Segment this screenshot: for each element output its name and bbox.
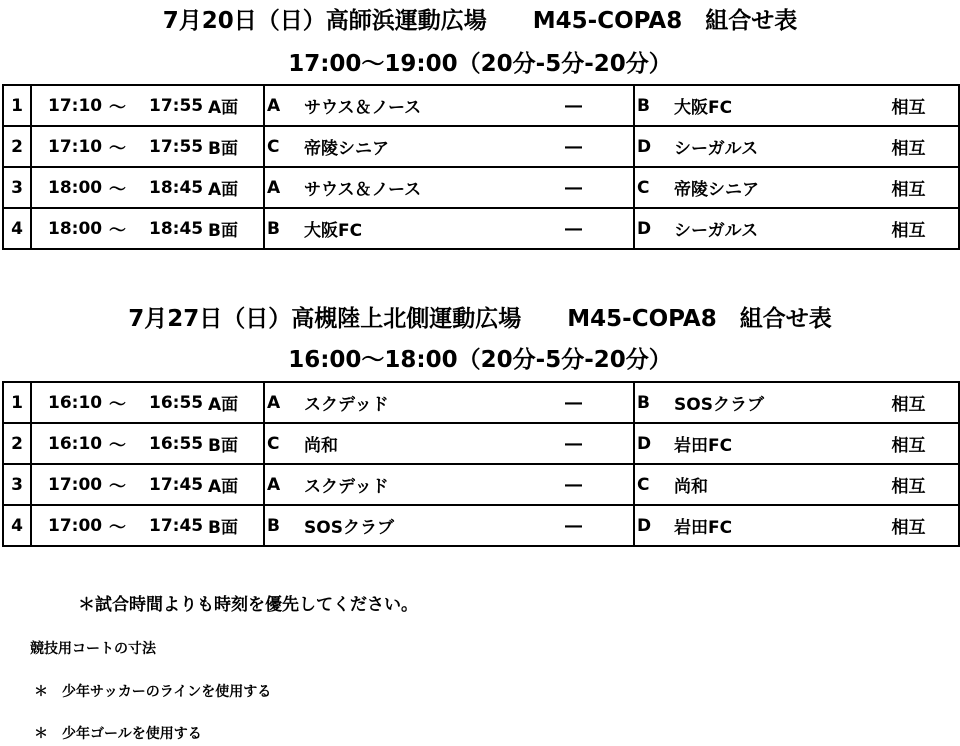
team-b-code: D: [634, 423, 674, 464]
team-a-name: SOSクラブ: [304, 505, 514, 546]
table-row: [3, 423, 959, 464]
time-separator: 〜: [109, 464, 149, 505]
start-time: 17:00: [31, 464, 109, 505]
table-row: [3, 208, 959, 249]
team-a-code: A: [264, 167, 304, 208]
team-a-code: C: [264, 126, 304, 167]
team-a-code: B: [264, 505, 304, 546]
versus-dash: ―: [514, 126, 634, 167]
team-b-code: D: [634, 208, 674, 249]
referee-mode: 相互: [859, 167, 959, 208]
start-time: 17:00: [31, 505, 109, 546]
match-number: 2: [3, 126, 31, 167]
schedule-table-2: [2, 381, 960, 547]
table-row: [3, 85, 959, 126]
section-1-title: 7月20日（日）高師浜運動広場 M45-COPA8 組合せ表: [162, 8, 798, 34]
field-name: A面: [204, 464, 264, 505]
team-a-code: C: [264, 423, 304, 464]
table-row: [3, 167, 959, 208]
referee-mode: 相互: [859, 126, 959, 167]
goal-rule-note: ＊ 少年ゴールを使用する: [34, 726, 202, 742]
time-separator: 〜: [109, 85, 149, 126]
end-time: 17:55: [149, 85, 204, 126]
start-time: 16:10: [31, 423, 109, 464]
referee-mode: 相互: [859, 382, 959, 423]
start-time: 18:00: [31, 167, 109, 208]
end-time: 17:55: [149, 126, 204, 167]
team-b-name: シーガルス: [674, 208, 859, 249]
team-b-code: C: [634, 167, 674, 208]
versus-dash: ―: [514, 167, 634, 208]
team-a-name: スクデッド: [304, 382, 514, 423]
time-separator: 〜: [109, 126, 149, 167]
versus-dash: ―: [514, 505, 634, 546]
team-b-name: 大阪FC: [674, 85, 859, 126]
field-name: B面: [204, 208, 264, 249]
team-a-code: B: [264, 208, 304, 249]
match-number: 2: [3, 423, 31, 464]
field-name: B面: [204, 505, 264, 546]
table-row: [3, 126, 959, 167]
team-a-code: A: [264, 464, 304, 505]
start-time: 16:10: [31, 382, 109, 423]
section-1-time-range: 17:00〜19:00（20分-5分-20分）: [288, 51, 672, 77]
priority-note: ＊試合時間よりも時刻を優先してください。: [78, 595, 418, 615]
team-b-name: 尚和: [674, 464, 859, 505]
time-separator: 〜: [109, 167, 149, 208]
team-a-code: A: [264, 382, 304, 423]
start-time: 17:10: [31, 126, 109, 167]
versus-dash: ―: [514, 208, 634, 249]
referee-mode: 相互: [859, 505, 959, 546]
match-number: 1: [3, 85, 31, 126]
court-heading: 競技用コートの寸法: [30, 641, 156, 657]
match-number: 4: [3, 505, 31, 546]
field-name: B面: [204, 126, 264, 167]
team-b-name: 岩田FC: [674, 423, 859, 464]
versus-dash: ―: [514, 464, 634, 505]
end-time: 16:55: [149, 382, 204, 423]
team-b-code: C: [634, 464, 674, 505]
referee-mode: 相互: [859, 464, 959, 505]
team-a-name: サウス＆ノース: [304, 167, 514, 208]
team-a-name: サウス＆ノース: [304, 85, 514, 126]
start-time: 17:10: [31, 85, 109, 126]
schedule-table-1: [2, 84, 960, 250]
end-time: 18:45: [149, 208, 204, 249]
match-number: 4: [3, 208, 31, 249]
team-b-code: D: [634, 505, 674, 546]
team-b-name: 帝陵シニア: [674, 167, 859, 208]
time-separator: 〜: [109, 382, 149, 423]
end-time: 16:55: [149, 423, 204, 464]
versus-dash: ―: [514, 85, 634, 126]
end-time: 17:45: [149, 464, 204, 505]
team-b-name: SOSクラブ: [674, 382, 859, 423]
versus-dash: ―: [514, 423, 634, 464]
referee-mode: 相互: [859, 85, 959, 126]
team-b-code: B: [634, 85, 674, 126]
referee-mode: 相互: [859, 423, 959, 464]
field-name: A面: [204, 167, 264, 208]
team-b-name: シーガルス: [674, 126, 859, 167]
time-separator: 〜: [109, 505, 149, 546]
team-b-code: D: [634, 126, 674, 167]
time-separator: 〜: [109, 423, 149, 464]
team-a-code: A: [264, 85, 304, 126]
field-name: B面: [204, 423, 264, 464]
field-name: A面: [204, 85, 264, 126]
team-a-name: 大阪FC: [304, 208, 514, 249]
referee-mode: 相互: [859, 208, 959, 249]
end-time: 17:45: [149, 505, 204, 546]
match-number: 3: [3, 167, 31, 208]
table-row: [3, 382, 959, 423]
match-number: 3: [3, 464, 31, 505]
team-a-name: 帝陵シニア: [304, 126, 514, 167]
field-name: A面: [204, 382, 264, 423]
start-time: 18:00: [31, 208, 109, 249]
line-rule-note: ＊ 少年サッカーのラインを使用する: [34, 684, 272, 700]
team-a-name: 尚和: [304, 423, 514, 464]
table-row: [3, 505, 959, 546]
versus-dash: ―: [514, 382, 634, 423]
team-b-code: B: [634, 382, 674, 423]
team-a-name: スクデッド: [304, 464, 514, 505]
table-row: [3, 464, 959, 505]
section-2-time-range: 16:00〜18:00（20分-5分-20分）: [288, 347, 672, 373]
team-b-name: 岩田FC: [674, 505, 859, 546]
section-2-title: 7月27日（日）高槻陸上北側運動広場 M45-COPA8 組合せ表: [128, 306, 832, 332]
time-separator: 〜: [109, 208, 149, 249]
end-time: 18:45: [149, 167, 204, 208]
match-number: 1: [3, 382, 31, 423]
